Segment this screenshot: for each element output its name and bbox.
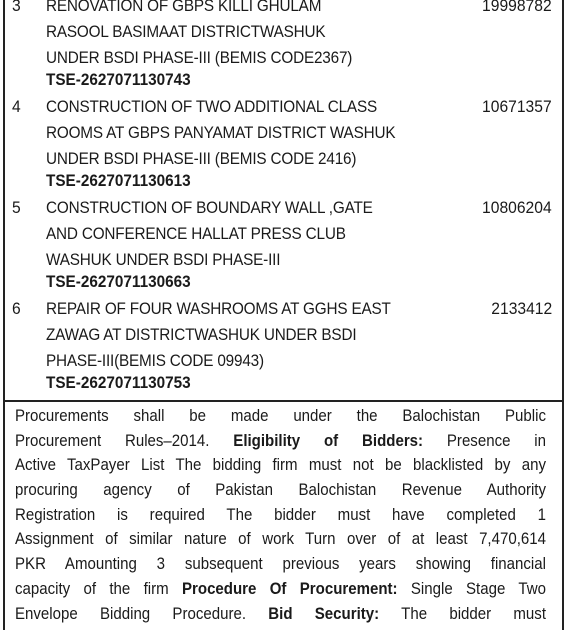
- item-amount: 19998782: [482, 0, 552, 15]
- paragraph-line: Registration is required The bidder must have completed 1: [15, 504, 546, 524]
- procedure-heading: Procedure Of Procurement:: [181, 578, 398, 598]
- table-row: [0, 94, 568, 195]
- item-number: 3: [12, 0, 21, 15]
- item-tse-number: TSE-2627071130753: [46, 373, 191, 392]
- table-row: [0, 0, 568, 94]
- item-description: RENOVATION OF GBPS KILLI GHULAM RASOOL BASIMAAT DISTRICTWASHUK UNDER BSDI PHASE-III (BEMIS CODE2367): [46, 0, 353, 67]
- item-description: CONSTRUCTION OF TWO ADDITIONAL CLASS ROOMS AT GBPS PANYAMAT DISTRICT WASHUK UNDER BSDI PHASE-III (BEMIS CODE 2416): [46, 97, 396, 168]
- table-row: [0, 296, 568, 397]
- item-description: REPAIR OF FOUR WASHROOMS AT GGHS EAST ZAWAG AT DISTRICTWASHUK UNDER BSDI PHASE-III(BEMIS CODE 09943): [46, 299, 391, 370]
- item-tse-number: TSE-2627071130743: [46, 70, 191, 89]
- paragraph-line: Active TaxPayer List The bidding firm must not be blacklisted by any: [15, 455, 546, 475]
- item-amount: 10671357: [482, 97, 552, 116]
- item-number: 4: [12, 97, 21, 116]
- item-amount: 2133412: [491, 299, 552, 318]
- paragraph-line: Envelope Bidding Procedure. Bid Security: The bidder must: [15, 603, 547, 623]
- item-description: CONSTRUCTION OF BOUNDARY WALL ,GATE AND CONFERENCE HALLAT PRESS CLUB WASHUK UNDER BSDI PHASE-III: [46, 198, 373, 269]
- item-number: 6: [12, 299, 21, 318]
- table-row: [0, 195, 568, 296]
- item-number: 5: [12, 198, 21, 217]
- paragraph-line: Assignment of similar nature of work Turn over of at least 7,470,614: [15, 529, 546, 549]
- item-tse-number: TSE-2627071130613: [46, 171, 191, 190]
- item-amount: 10806204: [482, 198, 552, 217]
- paragraph-line: Procurements shall be made under the Balochistan Public: [15, 406, 546, 425]
- eligibility-heading: Eligibility of Bidders:: [233, 430, 424, 450]
- item-tse-number: TSE-2627071130663: [46, 272, 191, 291]
- procurement-terms-paragraph: [15, 404, 546, 626]
- paragraph-line: PKR Amounting 3 subsequent previous years showing financial: [15, 554, 546, 574]
- section-divider: [3, 400, 564, 402]
- paragraph-line: Procurement Rules–2014. Eligibility of Bidders: Presence in: [15, 430, 546, 450]
- bid-security-heading: Bid Security:: [268, 603, 380, 623]
- paragraph-line: capacity of the firm Procedure Of Procurement: Single Stage Two: [15, 578, 546, 598]
- paragraph-line: procuring agency of Pakistan Balochistan Revenue Authority: [15, 480, 546, 500]
